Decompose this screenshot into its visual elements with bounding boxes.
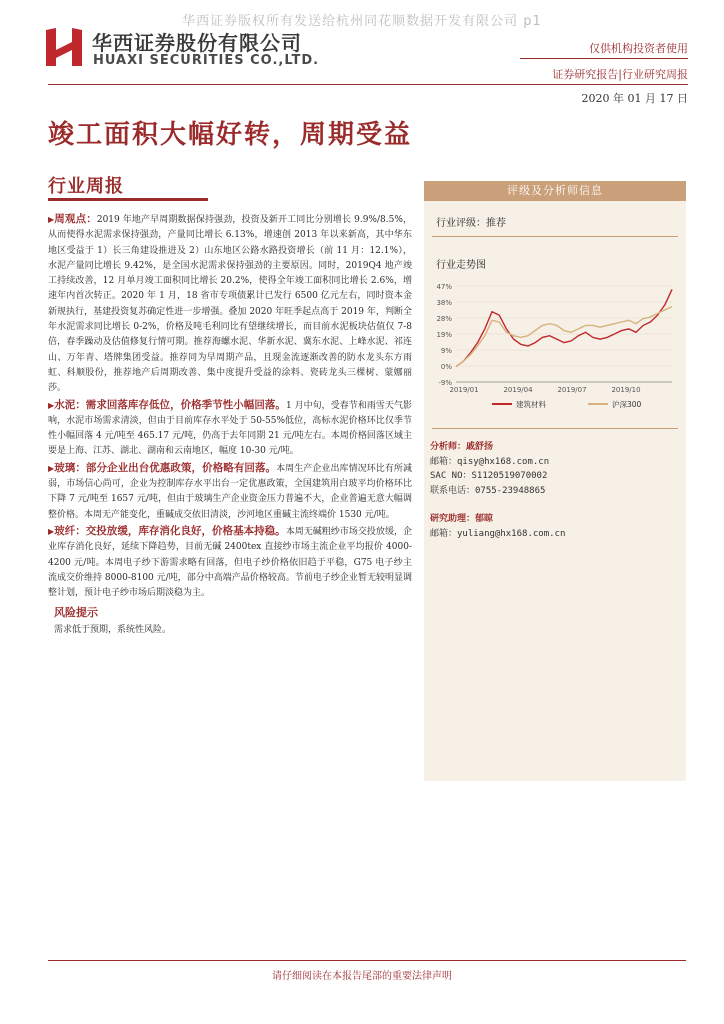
fiberglass-heading: 玻纤：交投放缓，库存消化良好，价格基本持稳。 bbox=[54, 524, 286, 537]
weekly-view-text: 2019 年地产早周期数据保持强劲，投资及新开工同比分别增长 9.9%/8.5%，从而使得水泥需求保持强劲，产量同比增长 6.13%，增速创 2013 年以来新高，其中华东地区受益于 1）长三角建设推进及 2）山东地区公路水路投资增长（前 11 月：12.1%），水泥产量同比增长 9.42%，是全国水泥需求保持强劲的主要原因。同时，2019Q4 地产竣工持续改善，12 月单月竣工面积同比增长 20.2%，使得全年竣工面积同比增长 2.6%，增速年内首次转正。2020 年 1 月，18 省市专项债累计已发行 6500 亿元左右，同时资本金新规执行，基建投资复苏确定性进一步增强。叠加 2020 年旺季起点高于 2019 年，判断全年水泥需求同比增长 0-2%，价格及吨毛利同比有望继续增长，而目前水泥板块估值仅 7-8 倍，春季躁动及估值修复行情可期。推荐海螺水泥、华新水泥、冀东水泥、上峰水泥、祁连山、万年青、塔牌集团受益。推荐同为早周期产品，且现金流逐渐改善的防水龙头东方雨虹、科顺股份，推荐地产后周期改善、集中度提升受益的涂料、瓷砖龙头三棵树、蒙娜丽莎。 bbox=[48, 215, 413, 394]
header-rule bbox=[48, 84, 688, 85]
weekly-view-heading: 周观点： bbox=[54, 213, 97, 225]
cement-text: 1 月中旬，受春节和雨雪天气影响，水泥市场需求清淡，但由于目前库存水平处于 50-55%低位，高标水泥价格环比仅季节性小幅回落 4 元/吨至 465.17 元/吨，仍高于去年同期 21 元/吨左右。本周价格回落区域主要是上海、江苏、湖北、湖南和云南地区，幅度 10-30 元/吨。 bbox=[48, 400, 412, 457]
bullet-icon: ▶ bbox=[48, 215, 55, 224]
page-title: 竣工面积大幅好转，周期受益 bbox=[48, 120, 413, 150]
fiberglass-text: 本周无碱粗纱市场交投放缓，企业库存消化良好，延续下降趋势，目前无碱 2400tex 直接纱市场主流企业平均报价 4000-4200 元/吨。本周电子纱下游需求略有回落，但电子纱价格依旧趋于平稳，G75 电子纱主流成交价维持 8000-8100 元/吨，部分中高端产品价格较高。节前电子纱企业暂无较明显调整计划，预计电子纱市场后期淡稳为主。 bbox=[48, 526, 413, 599]
chart-legend bbox=[492, 399, 642, 409]
fiberglass-paragraph bbox=[48, 524, 412, 601]
huaxi-logo-icon bbox=[44, 26, 84, 68]
analyst-name: 戚舒扬 bbox=[466, 442, 494, 452]
industry-trend-chart bbox=[426, 278, 682, 418]
analyst-sac: SAC NO：S1120519070002 bbox=[430, 471, 548, 481]
chart-y-tick-label: 38% bbox=[436, 299, 452, 307]
assistant-label: 研究助理： bbox=[430, 514, 476, 524]
chart-y-tick-label: 47% bbox=[436, 283, 452, 291]
audience-note: 仅供机构投资者使用 bbox=[589, 42, 688, 55]
chart-x-tick-label: 2019/07 bbox=[557, 386, 587, 394]
chart-legend-label: 沪深300 bbox=[612, 400, 642, 409]
risk-heading: 风险提示 bbox=[54, 606, 98, 620]
legal-notice: 请仔细阅读在本报告尾部的重要法律声明 bbox=[272, 971, 452, 982]
chart-y-tick-label: 28% bbox=[436, 315, 452, 323]
chart-x-ticks bbox=[449, 386, 640, 394]
report-category: 证券研究报告|行业研究周报 bbox=[552, 68, 688, 81]
risk-text: 需求低于预期，系统性风险。 bbox=[54, 624, 172, 635]
company-name-cn: 华西证券股份有限公司 bbox=[92, 31, 302, 55]
footer-rule bbox=[48, 960, 686, 961]
chart-x-tick-label: 2019/10 bbox=[611, 386, 641, 394]
trend-chart-label: 行业走势图 bbox=[436, 260, 486, 271]
sidebar-heading: 评级及分析师信息 bbox=[424, 181, 686, 201]
chart-y-ticks bbox=[436, 283, 452, 387]
chart-y-tick-label: -9% bbox=[438, 379, 452, 387]
analyst-phone: 联系电话：0755-23948865 bbox=[430, 485, 546, 496]
chart-series-lines bbox=[456, 289, 672, 366]
analyst-block bbox=[430, 440, 680, 498]
glass-heading: 玻璃：部分企业出台优惠政策，价格略有回落。 bbox=[54, 461, 277, 474]
section-tag: 行业周报 bbox=[48, 176, 124, 197]
sidebar-divider bbox=[432, 428, 678, 429]
cement-heading: 水泥：需求回落库存低位，价格季节性小幅回落。 bbox=[54, 398, 286, 411]
chart-y-tick-label: 19% bbox=[436, 331, 452, 339]
assistant-name: 郁晾 bbox=[475, 514, 494, 524]
chart-y-tick-label: 0% bbox=[440, 363, 452, 371]
company-name-en: HUAXI SECURITIES CO.,LTD. bbox=[93, 53, 320, 68]
chart-grid bbox=[456, 286, 672, 382]
chart-legend-label: 建筑材料 bbox=[516, 400, 546, 409]
weekly-view-paragraph bbox=[48, 212, 412, 397]
chart-series-line bbox=[456, 307, 672, 367]
chart-x-tick-label: 2019/01 bbox=[449, 386, 479, 394]
assistant-email: 邮箱：yuliang@hx168.com.cn bbox=[430, 528, 566, 539]
bullet-icon: ▶ bbox=[48, 400, 55, 410]
chart-x-tick-label: 2019/04 bbox=[503, 386, 533, 394]
industry-rating: 行业评级：推荐 bbox=[436, 218, 506, 229]
section-tag-underline bbox=[48, 198, 208, 201]
body-column bbox=[48, 212, 412, 638]
sidebar-divider bbox=[432, 236, 678, 237]
assistant-block bbox=[430, 512, 680, 541]
glass-text: 本周生产企业出库情况环比有所减弱，市场信心尚可，企业为控制库存水平出台一定优惠政策，全国建筑用白玻平均价格环比下降 7 元/吨至 1657 元/吨，但由于玻璃生产企业资金压力普遍不大，企业普遍无意大幅调整价格。本周无产能变化，重碱成交依旧清淡，沙河地区重碱主流终端价 1530 元/吨。 bbox=[48, 463, 412, 520]
watermark: 华西证券版权所有发送给杭州同花顺数据开发有限公司 p1 bbox=[182, 14, 542, 29]
report-date: 2020 年 01 月 17 日 bbox=[581, 92, 688, 105]
bullet-icon: ▶ bbox=[48, 463, 55, 473]
analyst-label: 分析师： bbox=[430, 442, 467, 452]
header-divider bbox=[520, 58, 688, 59]
bullet-icon: ▶ bbox=[48, 526, 55, 536]
analyst-email: 邮箱：qisy@hx168.com.cn bbox=[430, 456, 550, 467]
glass-paragraph bbox=[48, 461, 412, 523]
chart-y-tick-label: 9% bbox=[440, 347, 452, 355]
cement-paragraph bbox=[48, 398, 412, 460]
